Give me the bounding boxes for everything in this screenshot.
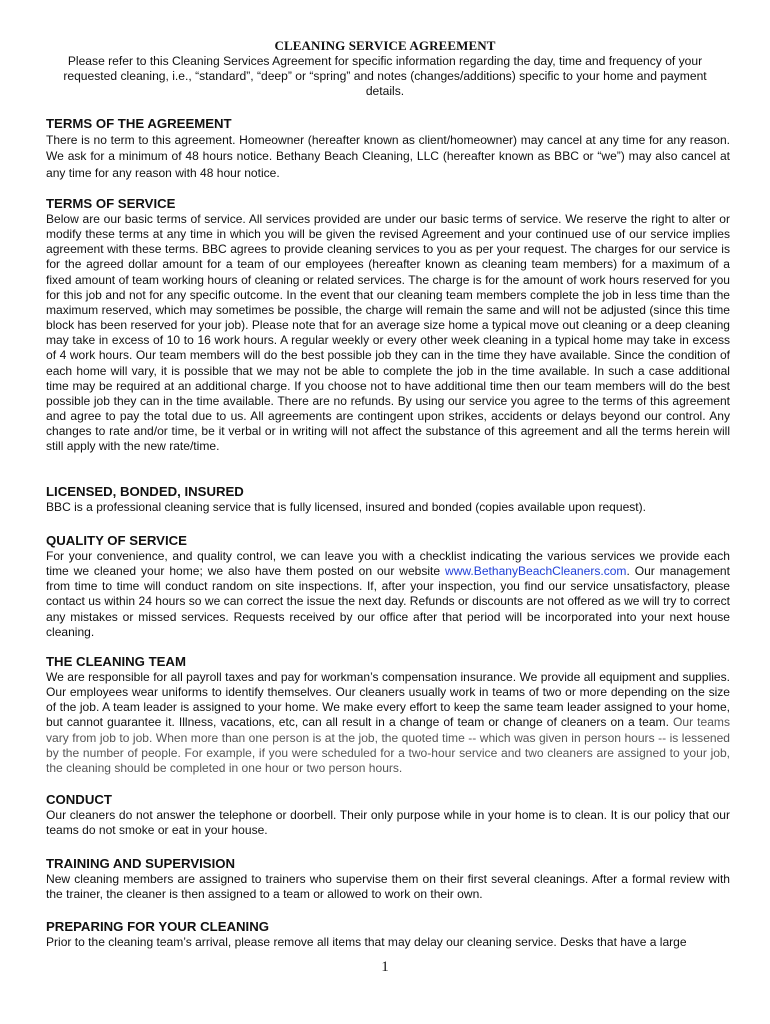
- quality-text-after-link: . Our management from time to time will conduct random on site inspections. If, after your inspection, you find our service unsatisfactory, please contact us within 24 hours so we can correct the issue the next day. Refunds or discounts are not offered as we will try to correct any mistakes or missed services. Requests received by our office after that period will be incorporated into your next house cleaning.: [46, 564, 730, 639]
- section-heading: LICENSED, BONDED, INSURED: [46, 484, 244, 499]
- quality-text-before-link: For your convenience, and quality control, we can leave you with a checklist indicating the various services we provide each time we cleaned your home; we also have them posted on our website: [46, 549, 730, 579]
- section-heading: QUALITY OF SERVICE: [46, 533, 187, 548]
- document-title: CLEANING SERVICE AGREEMENT: [274, 38, 496, 53]
- section-heading: TRAINING AND SUPERVISION: [46, 856, 236, 871]
- section-training: [46, 856, 730, 902]
- section-heading: CONDUCT: [46, 792, 112, 807]
- section-body: Prior to the cleaning team’s arrival, please remove all items that may delay our cleaning service. Desks that have a large: [46, 935, 687, 949]
- section-cleaning-team: [46, 654, 730, 776]
- section-body: [46, 549, 730, 640]
- section-heading: PREPARING FOR YOUR CLEANING: [46, 919, 269, 934]
- section-body: [46, 670, 730, 776]
- section-body: New cleaning members are assigned to trainers who supervise them on their first several cleanings. After a formal review with the trainer, the cleaner is then assigned to a team or allowed to work on their own.: [46, 872, 730, 902]
- section-heading: TERMS OF THE AGREEMENT: [46, 116, 232, 131]
- intro-paragraph: Please refer to this Cleaning Services Agreement for specific information regarding the day, time and frequency of your requested cleaning, i.e., “standard”, “deep” or “spring” and notes (changes/additions) specific to your home and payment details.: [63, 54, 707, 99]
- website-link[interactable]: www.BethanyBeachCleaners.com: [445, 564, 627, 579]
- section-heading: THE CLEANING TEAM: [46, 654, 186, 669]
- section-terms-of-agreement: [46, 116, 730, 181]
- team-text: We are responsible for all payroll taxes and pay for workman’s compensation insurance. We provide all equipment and supplies. Our employees wear uniforms to identify themselves. Our cleaners usually work in teams of two or more depending on the size of the job. A team leader is assigned to your home. We make every effort to keep the same team leader assigned to your home, but cannot guarantee it. Illness, vacations, etc, can all result in a change of team or change of cleaners on a team.: [46, 670, 730, 730]
- section-body: There is no term to this agreement. Homeowner (hereafter known as client/homeowner) may cancel at any time for any reason. We ask for a minimum of 48 hours notice. Bethany Beach Cleaning, LLC (hereafter known as BBC or “we”) may also cancel at any time for any reason with 48 hour notice.: [46, 133, 730, 180]
- section-preparing: [46, 919, 730, 950]
- section-body: Our cleaners do not answer the telephone or doorbell. Their only purpose while in your home is to clean. It is our policy that our teams do not smoke or eat in your house.: [46, 808, 730, 838]
- section-conduct: [46, 792, 730, 838]
- section-body: Below are our basic terms of service. All services provided are under our basic terms of service. We reserve the right to alter or modify these terms at any time in which you will be given the revised Agreement and your continued use of our service implies agreement with these terms. BBC agrees to provide cleaning services to you as per your request. The charges for our service is for the agreed dollar amount for a team of our employees (hereafter known as cleaning team members) for a maximum of a fixed amount of team working hours of cleaning or related services. The charge is for the amount of work hours reserved for you for this job and not for any specific outcome. In the event that our cleaning team members complete the job in less time than the maximum reserved, which may sometimes be possible, the charge will remain the same and will not be adjusted (since this time block has been reserved for your job). Please note that for an average size home a typical move out cleaning or a deep cleaning may take in excess of 10 to 16 work hours. A regular weekly or every other week cleaning in a typical home may take in excess of 4 work hours. Our team members will do the best possible job they can in the time they have available. Since the condition of each home will vary, it is possible that we may not be able to complete the job in the time available. In such a case additional time may be required at an additional charge. If you choose not to have additional time then our team members will do the best possible job they can in the time available. There are no refunds. By using our service you agree to the terms of this agreement and agree to pay the total due to us. All agreements are contingent upon strikes, accidents or delays beyond our control. Any changes to rate and/or time, be it verbal or in writing will not affect the substance of this agreement and all the terms herein will still apply with the new rate/time.: [46, 212, 730, 454]
- team-text-gray: Our teams vary from job to job. When more than one person is at the job, the quoted time -- which was given in person hours -- is lessened by the number of people. For example, if you were scheduled for a two-hour service and two cleaners are assigned to your job, the cleaning should be completed in one hour or two person hours.: [46, 715, 730, 775]
- page-number: 1: [381, 959, 389, 975]
- section-body: BBC is a professional cleaning service that is fully licensed, insured and bonded (copies available upon request).: [46, 500, 647, 514]
- section-heading: TERMS OF SERVICE: [46, 196, 176, 211]
- section-terms-of-service: [46, 196, 730, 455]
- section-licensed: [46, 484, 730, 515]
- section-quality-of-service: [46, 533, 730, 640]
